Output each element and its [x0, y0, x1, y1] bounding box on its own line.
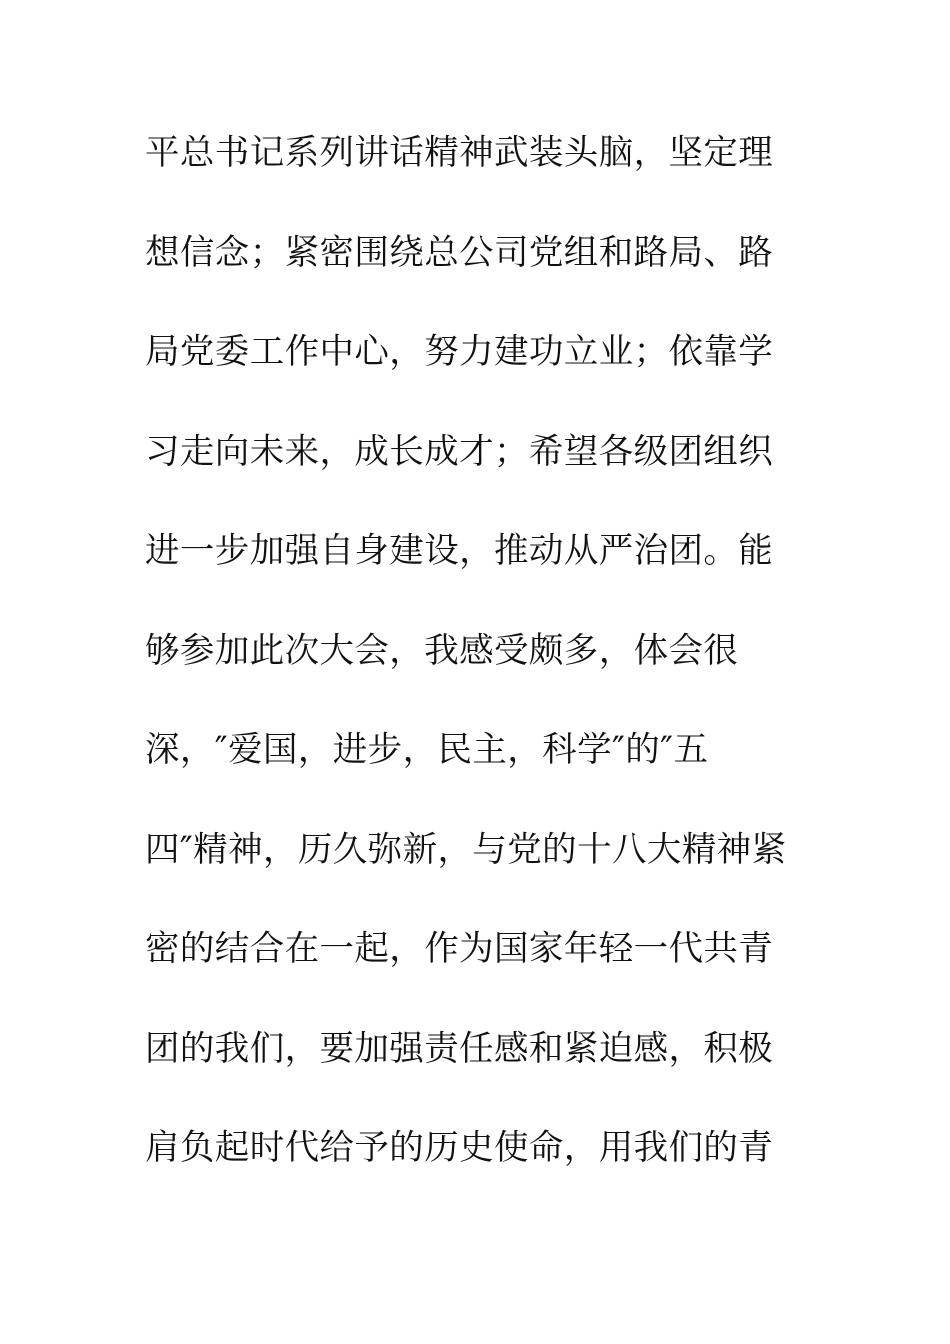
body-text — [145, 122, 845, 1217]
text-line: 密的结合在一起，作为国家年轻一代共青 — [145, 929, 774, 969]
text-line: 进一步加强自身建设，推动从严治团。能 — [145, 531, 774, 571]
text-line: 局党委工作中心，努力建功立业；依靠学 — [145, 332, 774, 372]
text-line: 想信念；紧密围绕总公司党组和路局、路 — [145, 232, 774, 273]
text-line: 四″精神，历久弥新，与党的十八大精神紧 — [145, 829, 787, 870]
text-line: 团的我们，要加强责任感和紧迫感，积极 — [145, 1028, 774, 1069]
text-line: 深，″爱国，进步，民主，科学″的″五 — [145, 730, 709, 770]
text-line: 肩负起时代给予的历史使命，用我们的青 — [145, 1128, 774, 1168]
text-line: 习走向未来，成长成才；希望各级团组织 — [145, 431, 774, 472]
text-line: 够参加此次大会，我感受颇多，体会很 — [145, 630, 739, 671]
text-line: 平总书记系列讲话精神武装头脑，坚定理 — [145, 133, 774, 173]
